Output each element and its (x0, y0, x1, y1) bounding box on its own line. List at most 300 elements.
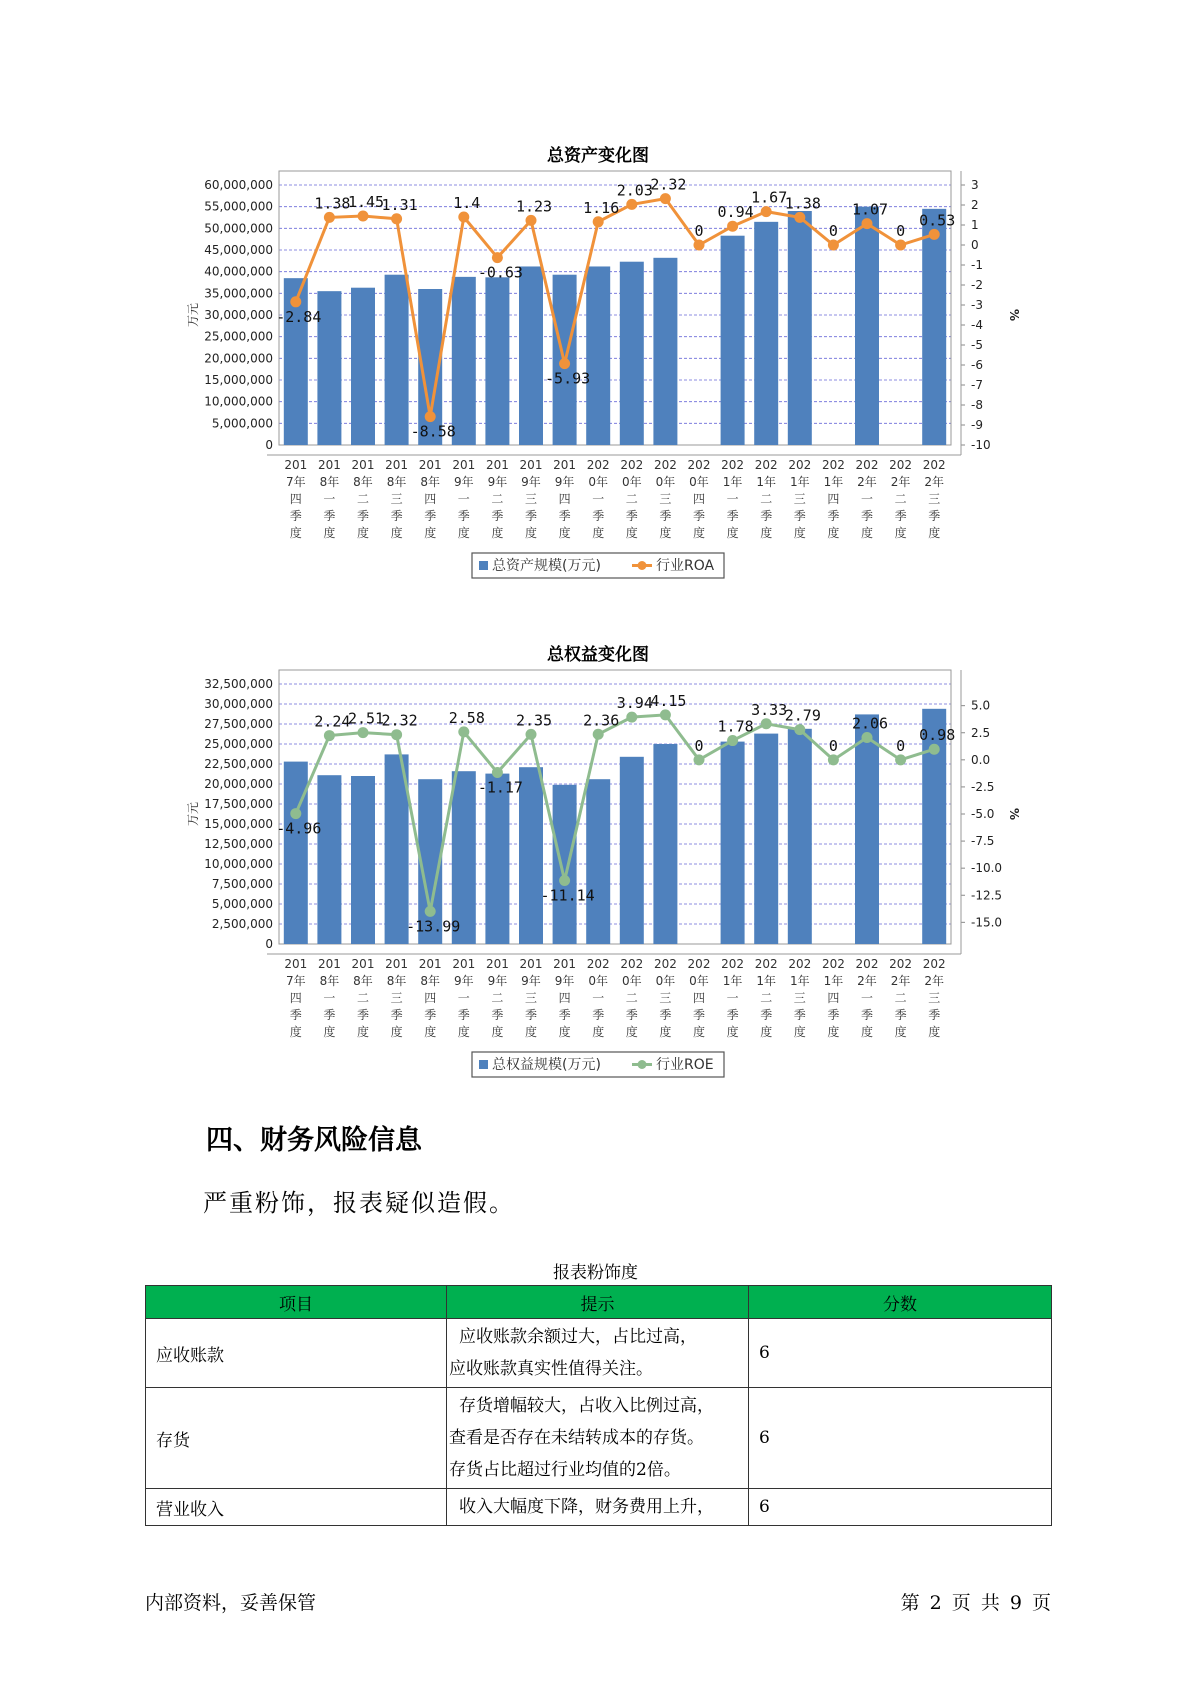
x-tick-label: 201 (485, 957, 509, 971)
x-tick-label: 2年 (890, 974, 911, 988)
x-tick-label: 季 (289, 1008, 302, 1022)
y-tick-label: 10,000,000 (204, 857, 273, 871)
data-label: 3.33 (751, 700, 788, 719)
x-tick-label: 度 (726, 526, 739, 540)
line-point (895, 240, 906, 251)
x-tick-label: 季 (894, 1008, 907, 1022)
y-tick-label: 5,000,000 (211, 416, 273, 431)
section-heading: 四、财务风险信息 (206, 1125, 422, 1156)
x-tick-label: 季 (323, 509, 336, 523)
hint-line: 存货增幅较大，占收入比例过高， (459, 1396, 714, 1416)
x-tick-label: 四 (424, 492, 437, 506)
x-tick-label: 度 (491, 526, 504, 540)
y2-axis-label: % (1007, 308, 1021, 322)
x-tick-label: 202 (653, 957, 677, 971)
line-point (358, 211, 369, 222)
hint-line: 收入大幅度下降，财务费用上升， (459, 1497, 714, 1517)
x-tick-label: 季 (659, 1008, 672, 1022)
footer-note: 内部资料，妥善保管 (145, 1592, 317, 1614)
line-point (929, 744, 940, 755)
total-equity-chart-svg (0, 634, 1191, 1094)
x-tick-label: 度 (928, 526, 941, 540)
data-label: 2.03 (616, 181, 653, 200)
x-tick-label: 三 (659, 492, 672, 506)
x-tick-label: 201 (284, 957, 308, 971)
x-tick-label: 季 (625, 509, 638, 523)
x-tick-label: 度 (659, 526, 672, 540)
y2-tick-label: 1 (971, 218, 979, 232)
y2-tick-label: -6 (971, 358, 983, 372)
legend-bar-swatch (479, 561, 488, 570)
y2-tick-label: -7.5 (971, 834, 995, 849)
x-tick-label: 201 (553, 957, 577, 971)
bar (620, 262, 644, 445)
header-score: 分数 (749, 1286, 1052, 1319)
x-tick-label: 度 (558, 1025, 571, 1039)
bar (721, 236, 745, 445)
x-tick-label: 201 (452, 458, 476, 472)
x-tick-label: 8年 (386, 974, 407, 988)
x-tick-label: 202 (754, 458, 778, 472)
x-tick-label: 季 (491, 509, 504, 523)
x-tick-label: 四 (289, 991, 302, 1005)
data-label: 3.94 (616, 694, 653, 713)
x-tick-label: 季 (491, 1008, 504, 1022)
x-tick-label: 一 (323, 492, 336, 506)
x-tick-label: 度 (860, 1025, 874, 1039)
line-point (727, 735, 738, 746)
y-axis-label: 万元 (186, 801, 200, 827)
y2-tick-label: -5.0 (971, 807, 995, 821)
bar (385, 275, 409, 445)
table-row (146, 1388, 1052, 1489)
y2-tick-label: -3 (971, 298, 983, 312)
x-tick-label: 9年 (487, 974, 508, 988)
x-tick-label: 202 (889, 957, 913, 971)
x-tick-label: 季 (760, 1008, 773, 1022)
x-tick-label: 度 (760, 526, 773, 540)
y-tick-label: 30,000,000 (204, 308, 273, 322)
x-tick-label: 二 (760, 991, 773, 1005)
y-tick-label: 7,500,000 (211, 877, 273, 891)
data-label: 2.32 (650, 175, 687, 194)
x-tick-label: 度 (457, 1025, 470, 1039)
total-assets-chart-svg (0, 135, 1191, 595)
x-tick-label: 季 (726, 1008, 739, 1022)
line-point (358, 727, 369, 738)
data-label: -1.17 (477, 778, 523, 797)
x-tick-label: 1年 (823, 974, 844, 988)
x-tick-label: 9年 (521, 974, 541, 988)
y-tick-label: 25,000,000 (204, 737, 273, 751)
x-tick-label: 度 (894, 1025, 907, 1039)
x-tick-label: 度 (390, 1025, 403, 1039)
y-tick-label: 2,500,000 (211, 917, 273, 931)
bar (586, 779, 610, 944)
x-tick-label: 三 (928, 991, 941, 1005)
x-tick-label: 2年 (924, 974, 945, 988)
y2-tick-label: 3 (971, 178, 979, 192)
line-point (593, 729, 604, 740)
line-point (492, 252, 503, 263)
x-tick-label: 四 (558, 492, 571, 506)
x-tick-label: 1年 (722, 974, 743, 988)
x-tick-label: 202 (653, 458, 677, 472)
x-tick-label: 季 (760, 509, 773, 523)
x-tick-label: 季 (390, 1008, 403, 1022)
x-tick-label: 季 (457, 1008, 470, 1022)
y-tick-label: 30,000,000 (204, 697, 273, 711)
row-item: 营业收入 (146, 1489, 447, 1526)
bar (855, 714, 879, 944)
x-tick-label: 0年 (621, 475, 642, 489)
line-point (324, 212, 335, 223)
line-point (290, 296, 301, 307)
x-tick-label: 202 (721, 957, 745, 971)
line-point (391, 729, 402, 740)
hint-line: 查看是否存在未结转成本的存货。 (449, 1428, 704, 1448)
line-point (593, 216, 604, 227)
x-tick-label: 一 (592, 991, 605, 1005)
hint-line: 存货占比超过行业均值的2倍。 (449, 1460, 681, 1480)
row-item: 应收账款 (146, 1319, 447, 1388)
x-tick-label: 度 (323, 1025, 336, 1039)
y-tick-label: 45,000,000 (204, 243, 273, 257)
x-tick-label: 201 (519, 458, 543, 472)
x-tick-label: 四 (827, 492, 840, 506)
y2-tick-label: -10 (971, 438, 991, 452)
x-tick-label: 202 (586, 957, 610, 971)
x-tick-label: 度 (793, 1025, 806, 1039)
x-tick-label: 0年 (621, 974, 642, 988)
x-tick-label: 三 (928, 492, 941, 506)
x-tick-label: 度 (558, 526, 571, 540)
x-tick-label: 9年 (554, 974, 575, 988)
x-tick-label: 季 (692, 509, 706, 523)
data-label: 2.36 (583, 711, 620, 730)
x-tick-label: 9年 (521, 475, 541, 489)
x-tick-label: 季 (424, 1008, 437, 1022)
x-tick-label: 0年 (655, 475, 676, 489)
legend-line-label: 行业ROA (656, 558, 715, 574)
y-tick-label: 60,000,000 (204, 178, 273, 192)
y2-axis-label: % (1007, 807, 1021, 821)
line-point (761, 206, 772, 217)
data-label: 1.07 (851, 200, 889, 219)
x-tick-label: 202 (586, 458, 610, 472)
line-point (862, 732, 873, 743)
x-tick-label: 度 (289, 526, 302, 540)
y2-tick-label: -1 (971, 258, 983, 272)
hint-line: 应收账款余额过大，占比过高， (459, 1327, 697, 1347)
x-tick-label: 202 (922, 957, 946, 971)
line-point (526, 729, 537, 740)
x-tick-label: 201 (519, 957, 543, 971)
x-tick-label: 二 (356, 492, 370, 506)
x-tick-label: 201 (418, 458, 442, 472)
data-label: -4.96 (276, 819, 322, 838)
row-score: 6 (749, 1388, 1052, 1489)
y-tick-label: 27,500,000 (204, 717, 273, 731)
data-label: 2.35 (515, 711, 553, 730)
x-tick-label: 201 (351, 957, 375, 971)
data-label: 1.23 (515, 197, 553, 216)
table-header-row (146, 1286, 1052, 1319)
y-tick-label: 50,000,000 (204, 221, 273, 236)
y2-tick-label: -9 (971, 418, 983, 432)
data-label: -0.63 (477, 263, 523, 282)
x-tick-label: 201 (385, 458, 409, 472)
data-label: 0 (828, 736, 838, 755)
line-point (794, 724, 805, 735)
data-label: 1.31 (381, 195, 418, 214)
bar (553, 785, 577, 944)
y2-tick-label: 2.5 (971, 725, 991, 740)
x-tick-label: 201 (351, 458, 375, 472)
x-tick-label: 二 (625, 991, 638, 1005)
x-tick-label: 度 (625, 526, 638, 540)
hint-line: 应收账款真实性值得关注。 (449, 1359, 653, 1379)
legend-bar-label: 总资产规模(万元) (492, 558, 601, 574)
y2-tick-label: -10.0 (971, 861, 1003, 876)
x-tick-label: 二 (894, 492, 907, 506)
x-tick-label: 四 (289, 492, 302, 506)
bar (317, 775, 341, 944)
x-tick-label: 一 (860, 492, 874, 506)
x-tick-label: 7年 (285, 475, 306, 489)
y-tick-label: 15,000,000 (204, 817, 273, 831)
data-label: 4.15 (650, 691, 687, 710)
x-tick-label: 二 (491, 492, 504, 506)
data-label: 1.78 (717, 717, 754, 736)
x-tick-label: 8年 (386, 475, 407, 489)
data-label: 0.94 (717, 203, 754, 222)
bar (721, 742, 745, 944)
data-label: -5.93 (545, 369, 591, 388)
x-tick-label: 9年 (554, 475, 575, 489)
x-tick-label: 202 (687, 458, 711, 472)
y-tick-label: 32,500,000 (204, 677, 273, 691)
x-tick-label: 1年 (756, 475, 777, 489)
data-label: 1.45 (347, 193, 385, 211)
legend-line-label: 行业ROE (656, 1057, 714, 1073)
x-tick-label: 202 (620, 957, 644, 971)
x-tick-label: 1年 (823, 475, 844, 489)
x-tick-label: 0年 (588, 475, 609, 489)
x-tick-label: 201 (418, 957, 442, 971)
bar (653, 744, 677, 944)
line-point (559, 875, 570, 886)
x-tick-label: 季 (457, 509, 470, 523)
x-tick-label: 三 (793, 991, 806, 1005)
bar (788, 211, 812, 445)
y-tick-label: 25,000,000 (204, 329, 273, 344)
x-tick-label: 一 (323, 991, 336, 1005)
x-tick-label: 度 (424, 1025, 437, 1039)
x-tick-label: 二 (760, 492, 773, 506)
x-tick-label: 四 (558, 991, 571, 1005)
x-tick-label: 季 (558, 1008, 571, 1022)
x-tick-label: 季 (860, 1008, 874, 1022)
x-tick-label: 1年 (722, 475, 743, 489)
data-label: 0 (828, 222, 838, 240)
legend-line-marker (638, 561, 647, 570)
x-tick-label: 季 (726, 509, 739, 523)
x-tick-label: 一 (457, 991, 470, 1005)
x-tick-label: 8年 (420, 974, 441, 988)
x-tick-label: 8年 (319, 974, 340, 988)
x-tick-label: 季 (692, 1008, 706, 1022)
row-hint (447, 1489, 749, 1526)
y2-tick-label: -12.5 (971, 888, 1003, 903)
data-label: 2.32 (381, 711, 418, 730)
line-point (862, 218, 873, 229)
bar (485, 774, 509, 944)
line-point (492, 767, 503, 778)
x-tick-label: 8年 (319, 475, 340, 489)
bar (485, 277, 509, 445)
x-tick-label: 四 (424, 991, 437, 1005)
data-label: 2.79 (784, 706, 821, 725)
bar (922, 209, 946, 445)
x-tick-label: 季 (558, 509, 571, 523)
data-label: 0.53 (919, 211, 956, 230)
y-tick-label: 17,500,000 (204, 797, 273, 811)
x-tick-label: 9年 (453, 475, 474, 489)
data-label: 0 (896, 222, 906, 240)
x-tick-label: 二 (894, 991, 907, 1005)
table-row (146, 1319, 1052, 1388)
x-tick-label: 度 (289, 1025, 302, 1039)
line-point (458, 726, 469, 737)
y-tick-label: 15,000,000 (204, 373, 273, 387)
x-tick-label: 7年 (285, 974, 306, 988)
x-tick-label: 201 (553, 458, 577, 472)
row-hint (447, 1319, 749, 1388)
x-tick-label: 季 (592, 509, 605, 523)
legend-line-marker (638, 1060, 647, 1069)
x-tick-label: 8年 (353, 475, 373, 489)
line-point (660, 709, 671, 720)
data-label: -11.14 (540, 886, 595, 905)
x-tick-label: 202 (620, 458, 644, 472)
x-tick-label: 一 (726, 991, 739, 1005)
legend-bar-label: 总权益规模(万元) (492, 1057, 601, 1073)
x-tick-label: 季 (289, 509, 302, 523)
row-item: 存货 (146, 1388, 447, 1489)
x-tick-label: 度 (928, 1025, 941, 1039)
x-tick-label: 201 (317, 458, 341, 472)
legend-bar-swatch (479, 1060, 488, 1069)
x-tick-label: 202 (721, 458, 745, 472)
chart-title: 总权益变化图 (547, 645, 649, 665)
line-point (290, 808, 301, 819)
x-tick-label: 度 (524, 1025, 538, 1039)
table-caption: 报表粉饰度 (553, 1263, 638, 1283)
y-tick-label: 20,000,000 (204, 351, 273, 366)
bar (351, 776, 375, 944)
total-assets-chart (0, 135, 1191, 595)
header-item: 项目 (146, 1286, 447, 1319)
x-tick-label: 三 (524, 991, 538, 1005)
y2-tick-label: 2 (971, 198, 979, 212)
x-tick-label: 202 (821, 458, 845, 472)
y-tick-label: 40,000,000 (204, 264, 273, 279)
x-tick-label: 度 (726, 1025, 739, 1039)
x-tick-label: 季 (356, 1008, 370, 1022)
total-equity-chart (0, 634, 1191, 1094)
data-label: 2.51 (347, 709, 385, 728)
x-tick-label: 2年 (857, 475, 877, 489)
y-tick-label: 0 (265, 438, 273, 452)
x-tick-label: 0年 (655, 974, 676, 988)
bar (653, 258, 677, 445)
data-label: 0.98 (919, 726, 956, 745)
bar (452, 277, 476, 445)
line-point (828, 754, 839, 765)
x-tick-label: 三 (390, 492, 403, 506)
chart-title: 总资产变化图 (547, 146, 649, 166)
x-tick-label: 季 (592, 1008, 605, 1022)
bar (351, 288, 375, 445)
row-hint (447, 1388, 749, 1489)
x-tick-label: 202 (889, 458, 913, 472)
data-label: 0 (896, 736, 906, 755)
x-tick-label: 2年 (890, 475, 911, 489)
x-tick-label: 度 (692, 526, 706, 540)
page-number: 第 2 页 共 9 页 (900, 1592, 1051, 1614)
x-tick-label: 四 (827, 991, 840, 1005)
x-tick-label: 季 (524, 1008, 538, 1022)
line-point (559, 358, 570, 369)
x-tick-label: 202 (855, 957, 879, 971)
line-point (626, 712, 637, 723)
y-axis-label: 万元 (186, 302, 200, 328)
x-tick-label: 季 (827, 509, 840, 523)
x-tick-label: 2年 (924, 475, 945, 489)
data-label: 1.38 (784, 194, 821, 213)
y2-tick-label: -15.0 (971, 915, 1003, 930)
x-tick-label: 度 (860, 526, 874, 540)
line-point (458, 212, 469, 223)
x-tick-label: 201 (385, 957, 409, 971)
line-point (660, 193, 671, 204)
line-point (761, 718, 772, 729)
x-tick-label: 三 (793, 492, 806, 506)
data-label: 0 (694, 736, 704, 755)
data-label: 1.16 (583, 198, 620, 217)
y2-tick-label: -2.5 (971, 779, 995, 794)
data-label: -13.99 (406, 917, 461, 936)
data-label: 2.06 (851, 714, 889, 733)
y-tick-label: 22,500,000 (204, 757, 273, 771)
x-tick-label: 2年 (857, 974, 877, 988)
line-point (694, 754, 705, 765)
x-tick-label: 度 (524, 526, 538, 540)
data-label: 2.58 (448, 708, 485, 727)
y2-tick-label: -8 (971, 398, 983, 412)
x-tick-label: 度 (760, 1025, 773, 1039)
x-tick-label: 度 (827, 526, 840, 540)
data-label: 1.67 (751, 188, 788, 207)
x-tick-label: 202 (922, 458, 946, 472)
x-tick-label: 季 (827, 1008, 840, 1022)
data-label: 1.4 (453, 194, 481, 212)
x-tick-label: 202 (788, 458, 812, 472)
x-tick-label: 201 (317, 957, 341, 971)
line-point (324, 730, 335, 741)
risk-table (145, 1285, 1052, 1526)
